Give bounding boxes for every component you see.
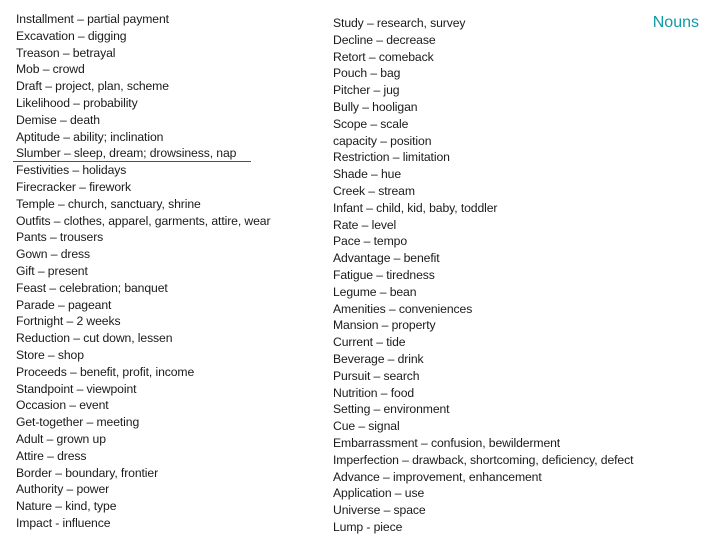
- vocab-entry: Demise – death: [16, 112, 100, 127]
- vocab-entry: Decline – decrease: [333, 32, 436, 47]
- vocab-entry: Installment – partial payment: [16, 12, 169, 26]
- vocab-entry: Mob – crowd: [16, 62, 85, 77]
- vocab-entry: Pursuit – search: [333, 368, 420, 383]
- vocab-entry: Pace – tempo: [333, 234, 408, 249]
- vocab-entry: Feast – celebration; banquet: [16, 280, 168, 295]
- vocab-entry: Embarrassment – confusion, bewilderment: [333, 435, 561, 450]
- vocab-entry: Amenities – conveniences: [333, 301, 473, 316]
- vocab-entry: Slumber – sleep, dream; drowsiness, nap: [16, 146, 237, 161]
- vocab-entry: Authority – power: [16, 482, 110, 497]
- vocab-entry: Nature – kind, type: [16, 499, 117, 514]
- vocab-entry: Firecracker – firework: [16, 179, 131, 194]
- vocab-entry: Fatigue – tiredness: [333, 267, 435, 282]
- vocab-entry: Nutrition – food: [333, 385, 415, 400]
- vocab-entry: Creek – stream: [333, 183, 415, 198]
- vocab-entry: Current – tide: [333, 335, 406, 350]
- vocab-entry: Excavation – digging: [16, 28, 127, 43]
- vocab-entry: Advantage – benefit: [333, 251, 440, 266]
- vocab-entry: Border – boundary, frontier: [16, 465, 159, 480]
- vocab-entry: Fortnight – 2 weeks: [16, 314, 121, 329]
- vocab-entry: Outfits – clothes, apparel, garments, attire, wear: [16, 213, 271, 228]
- vocab-entry: Setting – environment: [333, 402, 450, 417]
- vocab-entry: Impact - influence: [16, 515, 111, 530]
- vocab-entry: Get-together – meeting: [16, 415, 140, 430]
- vocab-entry: Scope – scale: [333, 116, 409, 131]
- vocab-entry: Retort – comeback: [333, 49, 434, 64]
- vocab-entry: Draft – project, plan, scheme: [16, 79, 169, 94]
- vocab-entry: Application – use: [333, 486, 425, 501]
- left-word-list: [16, 11, 316, 532]
- vocab-entry: Pitcher – jug: [333, 83, 400, 98]
- vocab-entry: Pouch – bag: [333, 66, 401, 81]
- vocab-entry: Adult – grown up: [16, 431, 106, 446]
- vocab-entry: Parade – pageant: [16, 297, 112, 312]
- vocab-entry: Store – shop: [16, 347, 84, 362]
- vocab-entry: Treason – betrayal: [16, 45, 116, 60]
- vocab-entry: Rate – level: [333, 217, 397, 232]
- vocab-entry: Festivities – holidays: [16, 163, 127, 178]
- vocab-entry: Standpoint – viewpoint: [16, 381, 137, 396]
- vocab-entry: Infant – child, kid, baby, toddler: [333, 200, 498, 215]
- vocab-entry: Restriction – limitation: [333, 150, 450, 165]
- vocab-entry: Advance – improvement, enhancement: [333, 469, 542, 484]
- vocab-entry: Beverage – drink: [333, 351, 424, 366]
- vocab-entry: Imperfection – drawback, shortcoming, deficiency, defect: [333, 452, 634, 467]
- vocab-entry: Gown – dress: [16, 247, 90, 262]
- vocab-entry: Likelihood – probability: [16, 95, 138, 110]
- vocab-entry: Bully – hooligan: [333, 99, 418, 114]
- vocab-entry: Lump - piece: [333, 519, 403, 534]
- vocab-entry: Legume – bean: [333, 284, 417, 299]
- vocab-entry: Attire – dress: [16, 448, 87, 463]
- vocab-entry: Occasion – event: [16, 398, 109, 413]
- right-word-list: [333, 15, 713, 536]
- vocab-entry: Pants – trousers: [16, 230, 104, 245]
- vocab-entry: Temple – church, sanctuary, shrine: [16, 196, 201, 211]
- vocab-entry: Study – research, survey: [333, 16, 466, 30]
- page-heading: Nouns: [652, 14, 699, 31]
- vocab-entry: Shade – hue: [333, 167, 402, 182]
- vocab-entry: Mansion – property: [333, 318, 436, 333]
- slumber-underline: [13, 161, 251, 162]
- vocab-entry: capacity – position: [333, 133, 432, 148]
- vocab-entry: Proceeds – benefit, profit, income: [16, 364, 195, 379]
- vocab-entry: Universe – space: [333, 503, 426, 518]
- vocab-entry: Reduction – cut down, lessen: [16, 331, 173, 346]
- vocab-entry: Gift – present: [16, 263, 88, 278]
- vocab-entry: Aptitude – ability; inclination: [16, 129, 164, 144]
- vocab-entry: Cue – signal: [333, 419, 400, 434]
